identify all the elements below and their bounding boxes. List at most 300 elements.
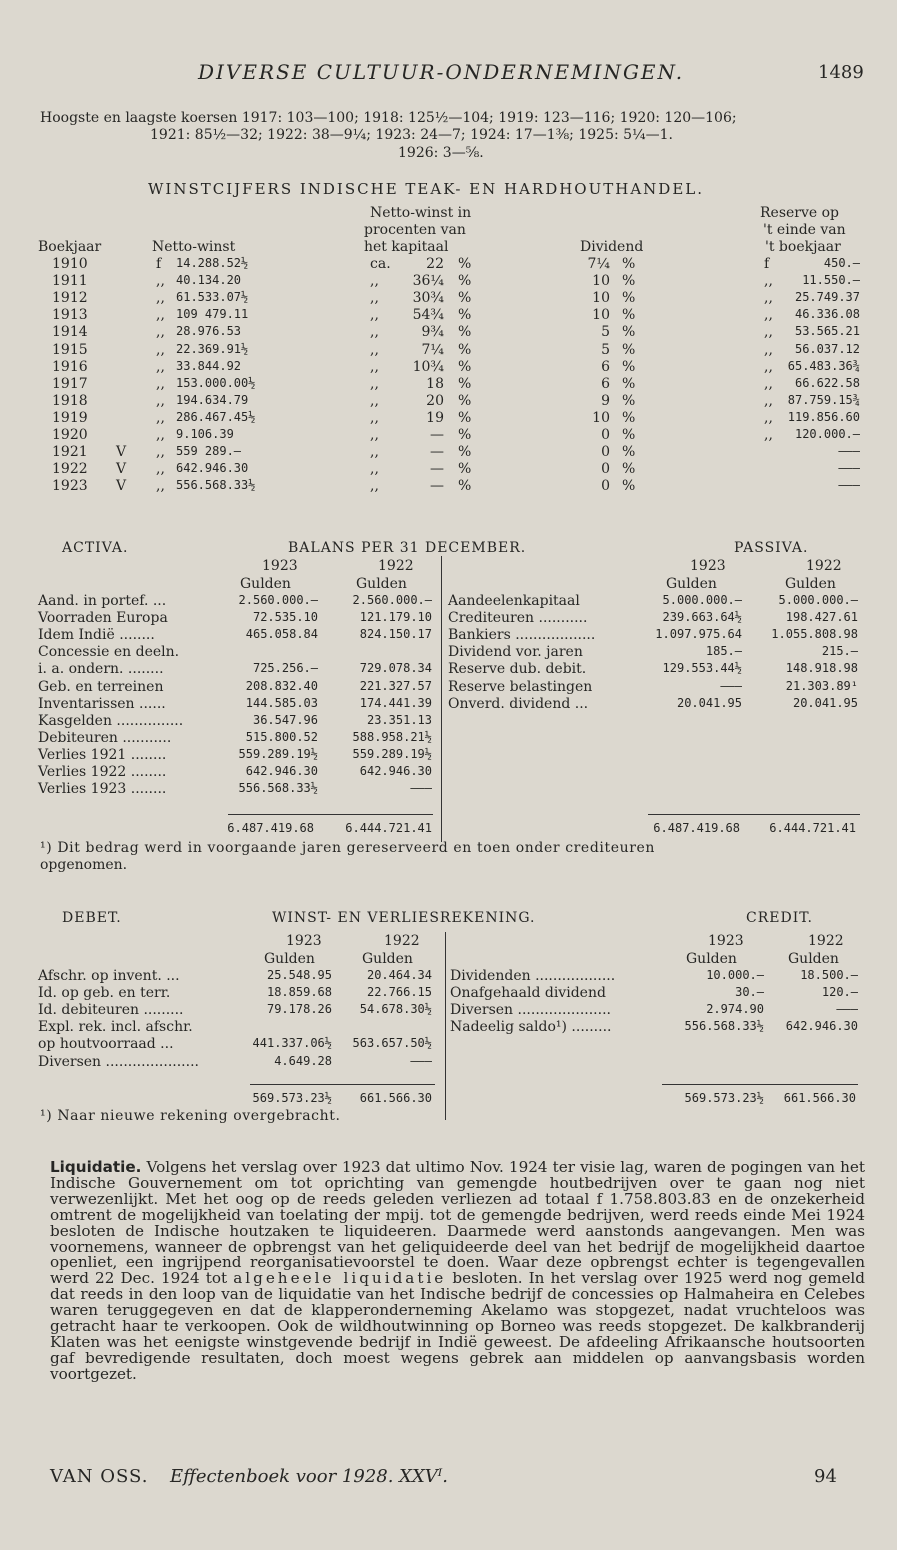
balans-title: BALANS PER 31 DECEMBER. — [288, 540, 527, 556]
activa-unit-1922: Gulden — [356, 576, 407, 592]
credit-total-1922: 661.566.30 — [783, 1091, 856, 1105]
row-pct-prefix: ,, — [370, 290, 379, 307]
ledger-row — [0, 764, 897, 781]
passiva-unit-1923: Gulden — [666, 576, 717, 592]
winstcijfers-row — [0, 444, 897, 461]
row-pct-unit: % — [458, 256, 472, 272]
activa-label: ACTIVA. — [62, 540, 129, 556]
ledger-value-1923: 185.— — [705, 644, 742, 659]
row-pct-prefix: ,, — [370, 392, 379, 409]
row-winst: 14.288.52½ — [176, 256, 249, 270]
row-reserve: 25.749.37 — [794, 290, 860, 305]
row-dividend: 7¼ — [587, 256, 610, 272]
debet-label: DEBET. — [62, 910, 122, 926]
row-dividend: 0 — [601, 478, 610, 495]
row-winst: 642.946.30 — [176, 461, 249, 476]
ledger-value-1922: 174.441.39 — [359, 695, 432, 710]
ledger-label: Aandeelenkapitaal — [448, 593, 580, 609]
row-pct: 30¾ — [412, 290, 444, 307]
ledger-label: Reserve belastingen — [448, 678, 593, 695]
credit-total-rule — [662, 1084, 858, 1085]
ledger-value-1922: 559.289.19½ — [352, 746, 432, 761]
passiva-year-1922: 1922 — [806, 558, 842, 574]
row-winst-prefix: ,, — [156, 409, 165, 426]
ledger-label: Crediteuren ........... — [448, 610, 588, 627]
row-pct-unit: % — [458, 358, 472, 375]
row-dividend: 10 — [592, 290, 610, 307]
koersen-line-1: Hoogste en laagste koersen 1917: 103—100; 1918: 125½—104; 1919: 123—116; 1920: 120—106; — [40, 110, 737, 126]
ledger-label: Debiteuren ........... — [38, 729, 172, 746]
debet-year-1922: 1922 — [384, 933, 420, 949]
ledger-label: Geb. en terreinen — [38, 678, 164, 695]
row-dividend: 5 — [601, 341, 610, 358]
debet-unit-1923: Gulden — [264, 951, 315, 967]
row-winst-prefix: ,, — [156, 290, 165, 307]
ledger-row — [0, 1002, 897, 1019]
ledger-value-1923: 144.585.03 — [245, 695, 318, 710]
liquidatie-paragraph — [50, 1160, 865, 1383]
row-dividend: 9 — [601, 392, 610, 409]
ledger-value-1923: 556.568.33½ — [238, 781, 318, 796]
winstcijfers-row — [0, 307, 897, 324]
row-dividend: 6 — [601, 375, 610, 392]
row-reserve: ——— — [838, 478, 860, 493]
page-number: 1489 — [818, 62, 864, 83]
row-pct-unit: % — [458, 273, 472, 290]
ledger-label: Afschr. op invent. ... — [38, 968, 180, 984]
row-year: 1923 — [52, 478, 88, 495]
row-reserve: 56.037.12 — [794, 341, 860, 356]
row-dividend-unit: % — [622, 307, 636, 324]
row-year: 1910 — [52, 256, 88, 272]
ledger-label: Verlies 1921 ........ — [38, 746, 167, 763]
ledger-value-1923: 515.800.52 — [245, 729, 318, 744]
ledger-value-1923: 441.337.06½ — [252, 1036, 332, 1051]
row-pct: 36¼ — [412, 273, 444, 290]
ledger-value-1922: 5.000.000.— — [778, 593, 858, 607]
row-dividend: 10 — [592, 409, 610, 426]
debet-year-1923: 1923 — [286, 933, 322, 949]
row-year: 1921 — [52, 444, 88, 461]
row-pct-prefix: ,, — [370, 375, 379, 392]
col-reserve-header-1: Reserve op — [760, 205, 840, 221]
ledger-value-1923: 556.568.33½ — [684, 1019, 764, 1034]
credit-unit-1922: Gulden — [788, 951, 839, 967]
ledger-label: Concessie en deeln. — [38, 644, 180, 661]
row-winst-prefix: ,, — [156, 392, 165, 409]
activa-year-1922: 1922 — [378, 558, 414, 574]
row-dividend: 10 — [592, 307, 610, 324]
row-pct-unit: % — [458, 324, 472, 341]
row-winst-prefix: ,, — [156, 324, 165, 341]
row-dividend-unit: % — [622, 444, 636, 461]
winstcijfers-row — [0, 478, 897, 495]
ledger-value-1922: 1.055.808.98 — [771, 627, 858, 642]
row-pct-prefix: ,, — [370, 341, 379, 358]
col-reserve-header-3: 't boekjaar — [765, 239, 841, 255]
row-pct-prefix: ,, — [370, 307, 379, 324]
ledger-value-1922: 215.— — [821, 644, 858, 659]
col-boekjaar-header: Boekjaar — [38, 239, 102, 255]
debet-total-1922: 661.566.30 — [359, 1091, 432, 1105]
row-pct: 10¾ — [412, 358, 444, 375]
ledger-label: Verlies 1923 ........ — [38, 781, 167, 798]
ledger-value-1923: 36.547.96 — [252, 712, 318, 727]
row-year: 1920 — [52, 427, 88, 443]
row-year: 1916 — [52, 358, 88, 375]
ledger-value-1922: ——— — [410, 781, 432, 796]
row-reserve: 65.483.36¾ — [787, 358, 860, 373]
row-winst: 109 479.11 — [176, 307, 249, 322]
row-year: 1912 — [52, 290, 88, 307]
ledger-row — [0, 1054, 897, 1071]
ledger-value-1922: 22.766.15 — [366, 985, 432, 1000]
row-winst-prefix: ,, — [156, 427, 165, 443]
row-reserve-prefix: ,, — [764, 358, 773, 375]
row-winst: 28.976.53 — [176, 324, 242, 339]
winstcijfers-row — [0, 359, 897, 376]
winstcijfers-row — [0, 376, 897, 393]
credit-label: CREDIT. — [746, 910, 813, 926]
ledger-value-1923: 4.649.28 — [274, 1053, 332, 1068]
row-pct-prefix: ,, — [370, 358, 379, 375]
row-dividend-unit: % — [622, 409, 636, 426]
row-pct-unit: % — [458, 427, 472, 443]
row-reserve: ——— — [838, 461, 860, 476]
ledger-value-1923: 2.974.90 — [706, 1002, 764, 1017]
row-reserve: 46.336.08 — [794, 307, 860, 322]
activa-total-1923: 6.487.419.68 — [227, 821, 314, 835]
ledger-row — [0, 1036, 897, 1053]
row-pct: 22 — [426, 256, 444, 272]
row-reserve-prefix: ,, — [764, 273, 773, 290]
row-winst: 40.134.20 — [176, 273, 242, 288]
passiva-year-1923: 1923 — [690, 558, 726, 574]
ledger-value-1923: 30.— — [735, 985, 764, 1000]
activa-total-1922: 6.444.721.41 — [345, 821, 432, 835]
row-pct-prefix: ,, — [370, 478, 379, 495]
ledger-value-1922: 729.078.34 — [359, 661, 432, 676]
row-pct-unit: % — [458, 392, 472, 409]
balans-footnote-2: opgenomen. — [40, 857, 128, 873]
row-winst-prefix: ,, — [156, 444, 165, 461]
ledger-value-1922: 642.946.30 — [785, 1019, 858, 1034]
ledger-label: Diversen ..................... — [38, 1053, 199, 1070]
row-year: 1922 — [52, 461, 88, 478]
liquidatie-text-1: Volgens het verslag over 1923 dat ultimo Nov. 1924 ter visie lag, waren de pogingen van het Indische Gouvernement om tot oprichting van gemengde houtbedrijven over te gaan nog niet verwezenlijkt. Met het oog op de reeds geleden verliezen ad totaal f 1.758.803.83 en de onzekerheid omtrent de mogelijkheid van toelating der mpij. tot de gemengde bedrijven, werd reeds einde Mei 1924 besloten de Indische houtzaken te liquideeren. Daarmede werd aanstonds aangevangen. Men was voornemens, wanneer de opbrengst van het geliquideerde deel van het bedrijf de mogelijkheid daartoe openliet, een ingrijpend reorganisatievoorstel te doen. Waar deze opbrengst echter is tegengevallen werd 22 Dec. 1924 tot — [50, 1158, 865, 1288]
row-dividend-unit: % — [622, 358, 636, 375]
row-winst-prefix: ,, — [156, 358, 165, 375]
row-reserve: 66.622.58 — [794, 375, 860, 390]
ledger-value-1923: 2.560.000.— — [238, 593, 318, 607]
row-pct-prefix: ca. — [370, 256, 391, 272]
ledger-value-1923: 72.535.10 — [252, 610, 318, 625]
koersen-line-3: 1926: 3—⅝. — [398, 145, 484, 161]
ledger-label: Dividenden .................. — [450, 968, 616, 984]
ledger-row — [0, 679, 897, 696]
footer-publisher: VAN OSS. — [50, 1466, 149, 1487]
ledger-label: Kasgelden ............... — [38, 712, 184, 729]
credit-unit-1923: Gulden — [686, 951, 737, 967]
debet-total-rule — [250, 1084, 435, 1085]
row-pct-unit: % — [458, 341, 472, 358]
winstcijfers-row — [0, 273, 897, 290]
row-dividend-unit: % — [622, 290, 636, 307]
row-winst: 22.369.91½ — [176, 341, 249, 356]
balans-footnote: ¹) Dit bedrag werd in voorgaande jaren gereserveerd en toen onder crediteuren — [40, 840, 655, 856]
row-dividend: 6 — [601, 358, 610, 375]
row-winst-prefix: ,, — [156, 307, 165, 324]
liquidatie-text-2: besloten. In het verslag over 1925 werd nog gemeld dat reeds in den loop van de liquidatie van het Indische bedrijf de concessies op Halmaheira en Celebes waren teruggegeven en dat de klapperonderneming Akelamo was stopgezet, nadat vruchteloos was getracht haar te verkoopen. Ook de wildhoutwinning op Borneo was reeds stopgezet. De kalkbranderij Klaten was het eenigste winstgevende bedrijf in Indië geweest. De afdeeling Afrikaansche houtsoorten gaf bevredigende resultaten, doch moest wegens gebrek aan middelen op aanvangsbasis worden voortgezet. — [50, 1269, 866, 1383]
row-reserve: 11.550.— — [802, 273, 860, 288]
row-pct: — — [430, 478, 444, 495]
ledger-value-1922: 824.150.17 — [359, 627, 432, 642]
footer-page: 94 — [814, 1466, 837, 1487]
row-dividend-unit: % — [622, 375, 636, 392]
ledger-label: Onafgehaald dividend — [450, 985, 606, 1002]
credit-year-1923: 1923 — [708, 933, 744, 949]
running-title: DIVERSE CULTUUR-ONDERNEMINGEN. — [198, 60, 685, 84]
ledger-label: Nadeelig saldo¹) ......... — [450, 1019, 612, 1036]
koersen-line-2: 1921: 85½—32; 1922: 38—9¼; 1923: 24—7; 1924: 17—1⅜; 1925: 5¼—1. — [150, 127, 673, 143]
row-pct: 20 — [426, 392, 444, 409]
row-winst: 9.106.39 — [176, 427, 234, 441]
ledger-row — [0, 661, 897, 678]
ledger-row — [0, 781, 897, 798]
row-dividend-unit: % — [622, 478, 636, 495]
ledger-row — [0, 610, 897, 627]
row-winst: 559 289.— — [176, 444, 242, 459]
row-winst-prefix: ,, — [156, 461, 165, 478]
ledger-value-1922: 198.427.61 — [785, 610, 858, 625]
row-year: 1918 — [52, 392, 88, 409]
ledger-label: Bankiers .................. — [448, 627, 596, 644]
ledger-row — [0, 968, 897, 985]
ledger-value-1923: 1.097.975.64 — [655, 627, 742, 642]
row-reserve-prefix: ,, — [764, 324, 773, 341]
row-reserve-prefix: f — [764, 256, 770, 272]
row-year: 1917 — [52, 375, 88, 392]
row-winst: 286.467.45½ — [176, 409, 256, 424]
row-pct: — — [430, 461, 444, 478]
row-dividend-unit: % — [622, 256, 636, 272]
passiva-total-1923: 6.487.419.68 — [653, 821, 740, 835]
row-year: 1914 — [52, 324, 88, 341]
ledger-value-1923: 20.041.95 — [676, 695, 742, 710]
ledger-label: Id. op geb. en terr. — [38, 985, 171, 1002]
row-year: 1913 — [52, 307, 88, 324]
col-reserve-header-2: 't einde van — [763, 222, 846, 238]
row-dividend: 0 — [601, 461, 610, 478]
row-dividend-unit: % — [622, 341, 636, 358]
winstcijfers-row — [0, 393, 897, 410]
ledger-value-1922: ——— — [836, 1002, 858, 1017]
row-pct-unit: % — [458, 409, 472, 426]
row-pct: 19 — [426, 409, 444, 426]
row-winst-prefix: ,, — [156, 341, 165, 358]
ledger-row — [0, 730, 897, 747]
row-dividend: 5 — [601, 324, 610, 341]
row-reserve: 450.— — [823, 256, 860, 270]
row-dividend: 0 — [601, 444, 610, 461]
ledger-label: Verlies 1922 ........ — [38, 764, 167, 780]
row-pct: — — [430, 444, 444, 461]
ledger-value-1922: 120.— — [821, 985, 858, 1000]
passiva-unit-1922: Gulden — [785, 576, 836, 592]
ledger-value-1923: 239.663.64½ — [662, 610, 742, 625]
ledger-label: Dividend vor. jaren — [448, 644, 583, 661]
row-dividend-unit: % — [622, 427, 636, 443]
row-winst-prefix: ,, — [156, 375, 165, 392]
ledger-row — [0, 627, 897, 644]
passiva-total-1922: 6.444.721.41 — [769, 821, 856, 835]
row-pct: 7¼ — [421, 341, 444, 358]
credit-total-1923: 569.573.23½ — [684, 1091, 764, 1105]
row-reserve-prefix: ,, — [764, 392, 773, 409]
winstcijfers-row — [0, 324, 897, 341]
row-dividend-unit: % — [622, 273, 636, 290]
ledger-value-1923: 725.256.— — [252, 661, 318, 676]
debet-unit-1922: Gulden — [362, 951, 413, 967]
credit-year-1922: 1922 — [808, 933, 844, 949]
passiva-label: PASSIVA. — [734, 540, 809, 556]
row-pct: — — [430, 427, 444, 443]
ledger-value-1922: 642.946.30 — [359, 764, 432, 778]
row-pct-unit: % — [458, 290, 472, 307]
row-winst-prefix: f — [156, 256, 162, 272]
winstcijfers-row — [0, 256, 897, 273]
row-pct-prefix: ,, — [370, 409, 379, 426]
ledger-value-1923: 208.832.40 — [245, 678, 318, 693]
ledger-row — [0, 985, 897, 1002]
row-winst-prefix: ,, — [156, 478, 165, 495]
row-winst: 61.533.07½ — [176, 290, 249, 305]
ledger-value-1922: 18.500.— — [800, 968, 858, 982]
row-dividend: 0 — [601, 427, 610, 443]
ledger-value-1922: 2.560.000.— — [352, 593, 432, 607]
winstcijfers-title: WINSTCIJFERS INDISCHE TEAK- EN HARDHOUTHANDEL. — [148, 180, 704, 198]
row-verlies-marker: V — [116, 444, 127, 461]
row-winst: 194.634.79 — [176, 392, 249, 407]
ledger-value-1922: 221.327.57 — [359, 678, 432, 693]
ledger-label: Reserve dub. debit. — [448, 661, 587, 678]
ledger-value-1922: 148.918.98 — [785, 661, 858, 676]
row-pct-prefix: ,, — [370, 273, 379, 290]
row-pct-unit: % — [458, 478, 472, 495]
row-reserve: 120.000.— — [794, 427, 860, 441]
ledger-row — [0, 593, 897, 610]
debet-total-1923: 569.573.23½ — [252, 1091, 332, 1105]
ledger-value-1923: 5.000.000.— — [662, 593, 742, 607]
ledger-label: Voorraden Europa — [38, 610, 168, 627]
ledger-value-1923: ——— — [720, 678, 742, 693]
row-reserve-prefix: ,, — [764, 375, 773, 392]
row-reserve-prefix: ,, — [764, 409, 773, 426]
row-pct-unit: % — [458, 461, 472, 478]
row-pct-unit: % — [458, 307, 472, 324]
row-year: 1919 — [52, 409, 88, 426]
row-dividend-unit: % — [622, 392, 636, 409]
winstcijfers-row — [0, 410, 897, 427]
ledger-value-1923: 79.178.26 — [266, 1002, 332, 1017]
row-winst: 33.844.92 — [176, 358, 242, 373]
row-pct-prefix: ,, — [370, 461, 379, 478]
row-pct-prefix: ,, — [370, 324, 379, 341]
ledger-value-1922: ——— — [410, 1053, 432, 1068]
col-dividend-header: Dividend — [580, 239, 644, 255]
row-reserve: 53.565.21 — [794, 324, 860, 339]
ledger-value-1923: 465.058.84 — [245, 627, 318, 642]
ledger-label: i. a. ondern. ........ — [38, 661, 164, 678]
ledger-label: op houtvoorraad ... — [38, 1036, 174, 1053]
ledger-value-1922: 21.303.89¹ — [785, 678, 858, 693]
row-dividend-unit: % — [622, 324, 636, 341]
row-year: 1915 — [52, 341, 88, 358]
activa-unit-1923: Gulden — [240, 576, 291, 592]
row-pct-unit: % — [458, 375, 472, 392]
row-reserve-prefix: ,, — [764, 307, 773, 324]
row-dividend-unit: % — [622, 461, 636, 478]
ledger-value-1923: 642.946.30 — [245, 764, 318, 778]
row-reserve: 87.759.15¾ — [787, 392, 860, 407]
ledger-label: Diversen ..................... — [450, 1002, 611, 1019]
col-nettowinst-header: Netto-winst — [152, 239, 236, 255]
ledger-value-1922: 54.678.30½ — [359, 1002, 432, 1017]
footer-book-title: Effectenboek voor 1928. XXVᴵ. — [170, 1466, 448, 1487]
ledger-value-1923: 10.000.— — [706, 968, 764, 982]
ledger-label: Idem Indië ........ — [38, 627, 155, 644]
row-winst-prefix: ,, — [156, 273, 165, 290]
row-verlies-marker: V — [116, 461, 127, 478]
col-pct-header-3: het kapitaal — [364, 239, 449, 255]
row-year: 1911 — [52, 273, 88, 290]
ledger-label: Onverd. dividend ... — [448, 695, 589, 712]
ledger-value-1923: 129.553.44½ — [662, 661, 742, 676]
ledger-value-1922: 20.464.34 — [366, 968, 432, 982]
ledger-value-1922: 20.041.95 — [792, 695, 858, 710]
row-pct: 9¾ — [421, 324, 444, 341]
ledger-value-1922: 121.179.10 — [359, 610, 432, 625]
ledger-label: Aand. in portef. ... — [38, 593, 167, 609]
col-pct-header-1: Netto-winst in — [370, 205, 472, 221]
ledger-value-1922: 23.351.13 — [366, 712, 432, 727]
wv-title: WINST- EN VERLIESREKENING. — [272, 910, 536, 926]
row-winst: 153.000.00½ — [176, 375, 256, 390]
ledger-row — [0, 713, 897, 730]
activa-total-rule — [228, 814, 433, 815]
ledger-value-1923: 559.289.19½ — [238, 746, 318, 761]
ledger-row — [0, 747, 897, 764]
row-pct-prefix: ,, — [370, 444, 379, 461]
row-verlies-marker: V — [116, 478, 127, 495]
row-pct-prefix: ,, — [370, 427, 379, 443]
ledger-label: Inventarissen ...... — [38, 695, 166, 712]
row-reserve-prefix: ,, — [764, 290, 773, 307]
activa-year-1923: 1923 — [262, 558, 298, 574]
ledger-row — [0, 644, 897, 661]
winstcijfers-row — [0, 342, 897, 359]
row-winst: 556.568.33½ — [176, 478, 256, 493]
row-pct: 18 — [426, 375, 444, 392]
row-reserve-prefix: ,, — [764, 427, 773, 443]
ledger-value-1922: 588.958.21½ — [352, 729, 432, 744]
ledger-value-1923: 25.548.95 — [266, 968, 332, 982]
row-pct: 54¾ — [412, 307, 444, 324]
row-reserve-prefix: ,, — [764, 341, 773, 358]
passiva-total-rule — [648, 814, 860, 815]
winstcijfers-row — [0, 461, 897, 478]
liquidatie-label: Liquidatie. — [50, 1158, 142, 1176]
